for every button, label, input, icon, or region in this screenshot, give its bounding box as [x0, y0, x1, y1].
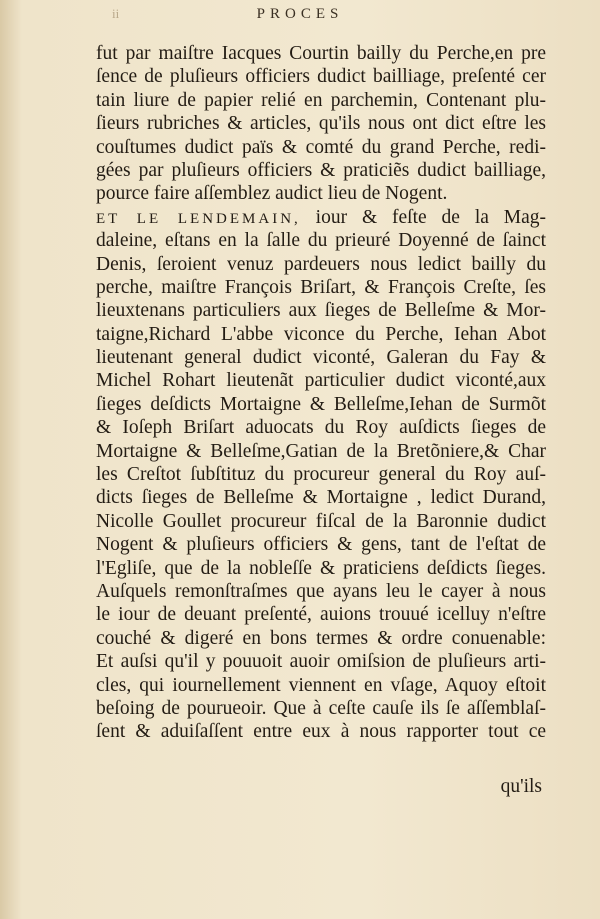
folio-mark: ii: [112, 6, 120, 21]
text-line: ſent & aduiſaſſent entre eux à nous rapporter tout ce: [96, 721, 546, 743]
text-block: [96, 42, 546, 744]
text-line: & Ioſeph Briſart aduocats du Roy auſdicts ſieges de: [96, 417, 546, 439]
text-line: Nicolle Goullet procureur fiſcal de la Baronnie dudict: [96, 510, 546, 532]
text-line: Auſquels remonſtraſmes que ayans leu le cayer à nous: [96, 580, 546, 602]
paragraph-opening-line: [96, 206, 546, 229]
text-line: Nogent & pluſieurs officiers & gens, tant de l'eſtat de: [96, 534, 546, 556]
paragraph-opening: ET LE LENDEMAIN,: [96, 210, 301, 227]
text-line: ſieurs rubriches & articles, qu'ils nous ont dict eſtre les: [96, 113, 546, 135]
text-line: ſence de pluſieurs officiers dudict bailliage, preſenté cer: [96, 66, 546, 88]
text-line: Et auſsi qu'il y pouuoit auoir omiſsion de pluſieurs arti-: [96, 651, 546, 673]
text-line: perche, maiſtre François Briſart, & François Creſte, ſes: [96, 276, 546, 298]
text-line: cles, qui iournellement viennent en vſage, Aquoy eſtoit: [96, 674, 546, 696]
text-line: l'Egliſe, que de la nobleſſe & praticiens deſdicts ſieges.: [96, 557, 546, 579]
text-line: Mortaigne & Belleſme,Gatian de la Bretõniere,& Char: [96, 440, 546, 462]
text-line: couſtumes dudict païs & comté du grand Perche, redi-: [96, 136, 546, 158]
text-line: fut par maiſtre Iacques Courtin bailly du Perche,en pre: [96, 43, 546, 64]
catchword: qu'ils: [500, 776, 542, 797]
text-line: beſoing de pourueoir. Que à ceſte cauſe ils ſe aſſemblaſ-: [96, 697, 546, 719]
text-line: daleine, eſtans en la ſalle du prieuré Doyenné de ſainct: [96, 230, 546, 252]
text-line: Denis, ſeroient venuz pardeuers nous ledict bailly du: [96, 253, 546, 275]
text-line: gées par pluſieurs officiers & praticiẽs dudict bailliage,: [96, 159, 546, 181]
text-line: taigne,Richard L'abbe viconce du Perche, Iehan Abot: [96, 323, 546, 345]
text-line: pource faire aſſemblez audict lieu de Nogent.: [96, 183, 448, 205]
text-line: dicts ſieges de Belleſme & Mortaigne , ledict Durand,: [96, 487, 546, 509]
text-line: lieuxtenans particuliers aux ſieges de Belleſme & Mor-: [96, 300, 546, 322]
running-head: PROCES: [256, 6, 344, 22]
text-line: Michel Rohart lieutenãt particulier dudict viconté,aux: [96, 370, 546, 392]
text-line: le iour de deuant preſenté, auions trouué icelluy n'eſtre: [96, 604, 546, 626]
text-line: couché & digeré en bons termes & ordre conuenable:: [96, 627, 546, 649]
paragraph-opening-rest: iour & feſte de la Mag-: [300, 206, 546, 228]
text-line: lieutenant general dudict viconté, Galeran du Fay &: [96, 347, 546, 369]
text-line: les Creſtot ſubſtituz du procureur general du Roy auſ-: [96, 464, 546, 486]
text-line: ſieges deſdicts Mortaigne & Belleſme,Iehan de Surmõt: [96, 393, 546, 415]
text-line: tain liure de papier relié en parchemin, Contenant plu-: [96, 89, 546, 111]
